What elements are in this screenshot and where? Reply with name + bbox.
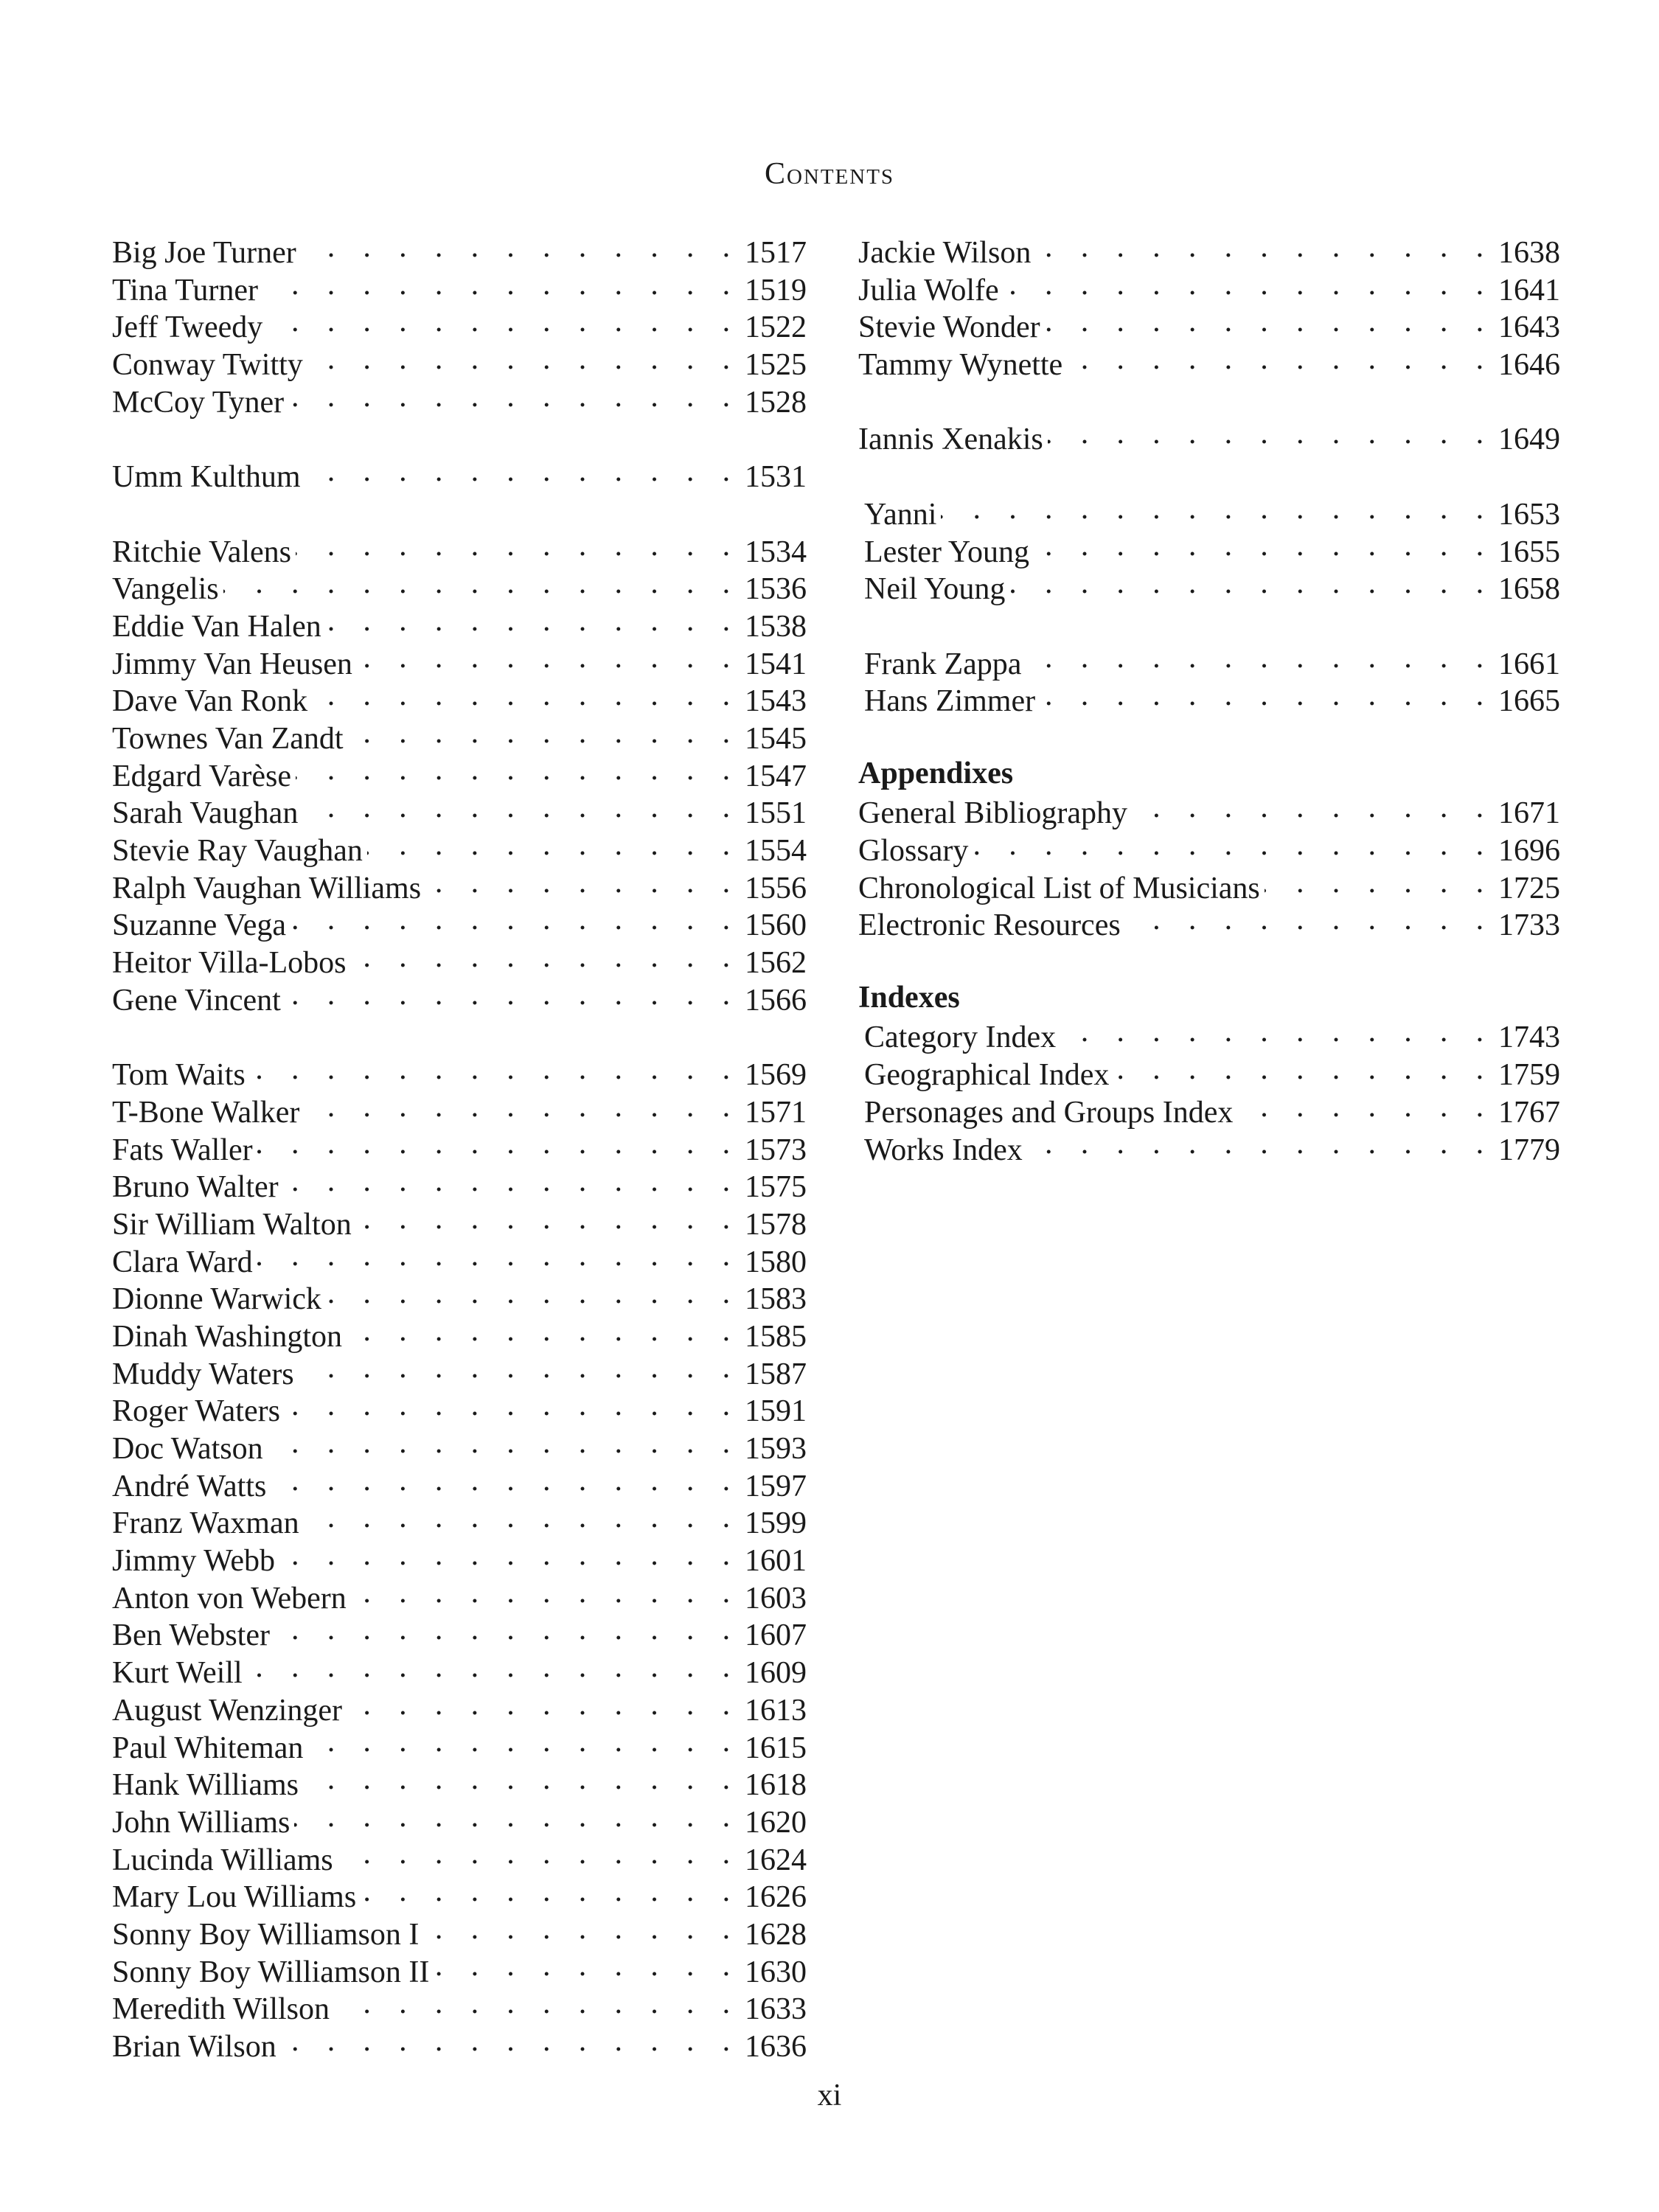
- dot-leader: [361, 1876, 740, 1907]
- toc-entry-title: Bruno Walter: [112, 1170, 279, 1205]
- toc-entry-title: Sir William Walton: [112, 1207, 352, 1242]
- toc-entry[interactable]: [858, 1016, 1560, 1054]
- dot-leader: [302, 792, 740, 823]
- toc-entry[interactable]: [112, 792, 807, 830]
- toc-entry-title: André Watts: [112, 1469, 267, 1503]
- toc-entry-title: August Wenzinger: [112, 1693, 342, 1728]
- toc-entry-page: 1547: [745, 759, 807, 793]
- spacer: [112, 493, 807, 531]
- toc-entry-title: Roger Waters: [112, 1394, 280, 1429]
- dot-leader: [307, 1727, 740, 1758]
- toc-entry-title: Ritchie Valens: [112, 535, 292, 569]
- dot-leader: [294, 1801, 740, 1832]
- toc-entry-page: 1571: [745, 1095, 807, 1130]
- toc-entry[interactable]: [858, 306, 1560, 344]
- dot-leader: [1048, 418, 1494, 449]
- toc-entry-title: Tammy Wynette: [858, 348, 1063, 383]
- toc-entry[interactable]: [858, 418, 1560, 456]
- toc-entry-title: Stevie Ray Vaughan: [112, 834, 363, 868]
- toc-entry[interactable]: [112, 381, 807, 419]
- spacer: [858, 381, 1560, 419]
- dot-leader: [1060, 1016, 1494, 1047]
- dot-leader: [347, 1689, 740, 1720]
- appendixes-heading: Appendixes: [858, 756, 1014, 790]
- toc-entry-title: Heitor Villa-Lobos: [112, 946, 347, 981]
- dot-leader: [1026, 643, 1494, 674]
- toc-entry-title: Works Index: [864, 1133, 1023, 1167]
- toc-entry[interactable]: [112, 1241, 807, 1279]
- toc-entry-page: 1733: [1498, 908, 1560, 943]
- toc-entry-page: 1556: [745, 871, 807, 905]
- toc-entry[interactable]: [112, 1166, 807, 1203]
- dot-leader: [423, 1913, 740, 1944]
- page-number: xi: [817, 2079, 842, 2112]
- toc-entry-page: 1655: [1498, 535, 1560, 569]
- toc-entry-page: 1779: [1498, 1133, 1560, 1167]
- toc-entry-page: 1578: [745, 1207, 807, 1242]
- toc-entry-page: 1609: [745, 1656, 807, 1691]
- dot-leader: [305, 456, 740, 487]
- dot-leader: [357, 643, 740, 674]
- toc-entry-title: Jimmy Webb: [112, 1544, 276, 1579]
- toc-entry-page: 1643: [1498, 310, 1560, 345]
- toc-entry[interactable]: [112, 269, 807, 307]
- toc-entry[interactable]: [112, 755, 807, 793]
- toc-entry-title: Sonny Boy Williamson I: [112, 1917, 420, 1952]
- toc-entry-title: General Bibliography: [858, 796, 1128, 831]
- dot-leader: [1034, 531, 1494, 562]
- toc-entry-page: 1649: [1498, 422, 1560, 457]
- toc-entry[interactable]: [112, 1054, 807, 1091]
- toc-entry-page: 1522: [745, 310, 807, 345]
- toc-entry-title: Brian Wilson: [112, 2030, 276, 2064]
- appendixes-list: [858, 792, 1560, 942]
- toc-entry-title: Jimmy Van Heusen: [112, 647, 352, 681]
- toc-entry-page: 1580: [745, 1245, 807, 1279]
- dot-leader: [271, 1465, 740, 1496]
- dot-leader: [304, 1091, 740, 1122]
- toc-entry[interactable]: [858, 643, 1560, 681]
- spacer: [858, 456, 1560, 493]
- dot-leader: [303, 1764, 740, 1795]
- dot-leader: [941, 493, 1494, 524]
- dot-leader: [291, 904, 740, 935]
- toc-entry-page: 1671: [1498, 796, 1560, 831]
- dot-leader: [338, 1839, 740, 1870]
- spacer: [858, 605, 1560, 643]
- dot-leader: [296, 755, 740, 786]
- toc-entry-title: Ralph Vaughan Williams: [112, 871, 422, 905]
- toc-entry-page: 1613: [745, 1693, 807, 1728]
- toc-entry-title: Stevie Wonder: [858, 310, 1040, 345]
- dot-leader: [279, 1540, 740, 1571]
- toc-entry[interactable]: [112, 1353, 807, 1391]
- dot-leader: [425, 867, 740, 898]
- toc-entry[interactable]: [858, 1091, 1560, 1129]
- toc-entry-page: 1653: [1498, 497, 1560, 532]
- toc-entry-title: Gene Vincent: [112, 983, 281, 1018]
- toc-entry[interactable]: [112, 1315, 807, 1353]
- dot-leader: [268, 1427, 740, 1458]
- toc-entry[interactable]: [112, 979, 807, 1017]
- toc-entry-page: 1538: [745, 609, 807, 644]
- toc-entry[interactable]: [112, 531, 807, 568]
- toc-entry-title: McCoy Tyner: [112, 385, 285, 420]
- dot-leader: [434, 1951, 740, 1982]
- toc-entry-title: Lucinda Williams: [112, 1843, 333, 1877]
- toc-entry-title: Anton von Webern: [112, 1581, 347, 1615]
- toc-entry[interactable]: [112, 1801, 807, 1839]
- dot-leader: [1113, 1054, 1494, 1085]
- indexes-list: [858, 1016, 1560, 1166]
- dot-leader: [1265, 867, 1494, 898]
- toc-entry-page: 1534: [745, 535, 807, 569]
- toc-left-column: [112, 232, 807, 2063]
- toc-entry[interactable]: [112, 1652, 807, 1689]
- dot-leader: [274, 1614, 740, 1645]
- toc-entry-title: Conway Twitty: [112, 348, 303, 383]
- dot-leader: [257, 1241, 740, 1272]
- toc-entry-page: 1661: [1498, 647, 1560, 681]
- toc-entry[interactable]: [112, 717, 807, 755]
- toc-entry[interactable]: [858, 867, 1560, 905]
- toc-entry-page: 1743: [1498, 1020, 1560, 1055]
- toc-entry-title: Personages and Groups Index: [864, 1095, 1234, 1130]
- toc-entry-title: Frank Zappa: [864, 647, 1022, 681]
- toc-entry-title: Sarah Vaughan: [112, 796, 299, 831]
- dot-leader: [326, 605, 740, 636]
- dot-leader: [1040, 680, 1494, 711]
- toc-entry[interactable]: [112, 1390, 807, 1427]
- toc-entry-page: 1560: [745, 908, 807, 943]
- toc-entry-title: Jackie Wilson: [858, 236, 1032, 270]
- dot-leader: [262, 269, 740, 300]
- toc-entry-title: Jeff Tweedy: [112, 310, 263, 345]
- toc-entry-title: Dinah Washington: [112, 1319, 342, 1354]
- dot-leader: [351, 1577, 740, 1608]
- toc-entry[interactable]: [112, 344, 807, 381]
- dot-leader: [247, 1652, 740, 1683]
- toc-entry[interactable]: [112, 643, 807, 681]
- toc-entry-title: Dionne Warwick: [112, 1282, 321, 1317]
- toc-entry-page: 1628: [745, 1917, 807, 1952]
- toc-entry-title: Kurt Weill: [112, 1656, 243, 1691]
- toc-entry[interactable]: [112, 1876, 807, 1913]
- dot-leader: [973, 830, 1494, 860]
- toc-entry-title: Townes Van Zandt: [112, 721, 344, 756]
- toc-entry-page: 1587: [745, 1357, 807, 1391]
- toc-entry[interactable]: [112, 1540, 807, 1577]
- toc-entry[interactable]: [112, 1577, 807, 1615]
- toc-entry-page: 1569: [745, 1058, 807, 1093]
- dot-leader: [347, 1315, 740, 1346]
- toc-entry-title: Doc Watson: [112, 1432, 263, 1466]
- toc-entry-page: 1603: [745, 1581, 807, 1615]
- spacer: [112, 418, 807, 456]
- dot-leader: [356, 1203, 740, 1234]
- spacer: [858, 717, 1560, 755]
- toc-entry[interactable]: [858, 232, 1560, 269]
- dot-leader: [1132, 792, 1494, 823]
- dot-leader: [312, 680, 740, 711]
- toc-entry-page: 1593: [745, 1432, 807, 1466]
- toc-entry-page: 1725: [1498, 871, 1560, 905]
- toc-right-column: [858, 232, 1560, 1166]
- toc-entry-page: 1528: [745, 385, 807, 420]
- toc-entry-page: 1618: [745, 1768, 807, 1803]
- toc-entry-title: Lester Young: [864, 535, 1030, 569]
- toc-entry-page: 1575: [745, 1170, 807, 1205]
- toc-entry-title: Big Joe Turner: [112, 236, 296, 270]
- toc-entry-page: 1541: [745, 647, 807, 681]
- toc-entry[interactable]: [112, 1129, 807, 1166]
- toc-entry[interactable]: [858, 904, 1560, 942]
- toc-entry-title: Julia Wolfe: [858, 273, 999, 307]
- toc-entry-title: Hank Williams: [112, 1768, 299, 1803]
- toc-entry-page: 1615: [745, 1731, 807, 1765]
- toc-entry[interactable]: [112, 568, 807, 605]
- toc-entry-title: Tom Waits: [112, 1058, 246, 1093]
- dot-leader: [367, 830, 740, 860]
- toc-entry-title: Ben Webster: [112, 1618, 270, 1653]
- toc-entry-page: 1543: [745, 684, 807, 719]
- spacer: [112, 1016, 807, 1054]
- toc-entry-title: Fats Waller: [112, 1133, 253, 1167]
- toc-entry-page: 1573: [745, 1133, 807, 1167]
- dot-leader: [296, 531, 740, 562]
- dot-leader: [299, 1353, 740, 1384]
- toc-entry[interactable]: [858, 830, 1560, 867]
- toc-entry-title: Electronic Resources: [858, 908, 1121, 943]
- toc-entry-page: 1585: [745, 1319, 807, 1354]
- toc-entry[interactable]: [112, 680, 807, 717]
- toc-entry[interactable]: [112, 232, 807, 269]
- toc-entry-title: Yanni: [864, 497, 937, 532]
- toc-entry[interactable]: [112, 830, 807, 867]
- toc-entry-page: 1607: [745, 1618, 807, 1653]
- toc-entry[interactable]: [858, 269, 1560, 307]
- spacer: [858, 942, 1560, 979]
- dot-leader: [1067, 344, 1494, 375]
- toc-entry-page: 1554: [745, 834, 807, 868]
- dot-leader: [1009, 568, 1494, 599]
- toc-entry-title: Edgard Varèse: [112, 759, 291, 793]
- toc-entry-title: Chronological List of Musicians: [858, 871, 1260, 905]
- dot-leader: [281, 2025, 740, 2056]
- toc-entry[interactable]: [112, 904, 807, 942]
- toc-entry-title: Sonny Boy Williamson II: [112, 1955, 430, 1989]
- toc-entry-page: 1630: [745, 1955, 807, 1989]
- dot-leader: [307, 344, 740, 375]
- dot-leader: [1237, 1091, 1494, 1122]
- dot-leader: [257, 1129, 740, 1160]
- toc-entry[interactable]: [112, 1727, 807, 1764]
- toc-entry[interactable]: [858, 568, 1560, 605]
- dot-leader: [1027, 1129, 1494, 1160]
- toc-entry-title: Eddie Van Halen: [112, 609, 321, 644]
- toc-entry-page: 1597: [745, 1469, 807, 1503]
- dot-leader: [304, 1502, 740, 1533]
- toc-entry[interactable]: [112, 867, 807, 905]
- toc-entry-page: 1601: [745, 1544, 807, 1579]
- toc-entry[interactable]: [858, 493, 1560, 531]
- dot-leader: [288, 381, 740, 412]
- toc-entry[interactable]: [112, 1502, 807, 1540]
- toc-entry-page: 1696: [1498, 834, 1560, 868]
- toc-entry-page: 1636: [745, 2030, 807, 2064]
- dot-leader: [348, 717, 740, 748]
- dot-leader: [250, 1054, 740, 1085]
- toc-entry-page: 1665: [1498, 684, 1560, 719]
- toc-entry-title: John Williams: [112, 1805, 291, 1840]
- toc-entry-page: 1767: [1498, 1095, 1560, 1130]
- toc-entry-page: 1641: [1498, 273, 1560, 307]
- toc-entry-title: Hans Zimmer: [864, 684, 1036, 719]
- toc-entry-page: 1531: [745, 460, 807, 495]
- toc-entry-page: 1646: [1498, 348, 1560, 383]
- toc-entry[interactable]: [112, 1427, 807, 1465]
- toc-entry-page: 1658: [1498, 572, 1560, 607]
- dot-leader: [285, 1390, 740, 1421]
- toc-entry-title: Umm Kulthum: [112, 460, 301, 495]
- toc-entry-title: Mary Lou Williams: [112, 1880, 357, 1915]
- toc-entry-page: 1517: [745, 236, 807, 270]
- toc-entry[interactable]: [112, 1091, 807, 1129]
- toc-entry-title: Dave Van Ronk: [112, 684, 308, 719]
- toc-entry-page: 1525: [745, 348, 807, 383]
- toc-entry-page: 1633: [745, 1992, 807, 2027]
- toc-entry[interactable]: [858, 680, 1560, 717]
- toc-entry-title: Meredith Willson: [112, 1992, 330, 2027]
- toc-entry[interactable]: [112, 1278, 807, 1315]
- indexes-heading: Indexes: [858, 980, 960, 1015]
- toc-entry-title: Muddy Waters: [112, 1357, 294, 1391]
- toc-entry-title: Neil Young: [864, 572, 1006, 607]
- toc-entry[interactable]: [112, 1689, 807, 1727]
- dot-leader: [301, 232, 740, 262]
- toc-entry-title: T-Bone Walker: [112, 1095, 300, 1130]
- toc-entry[interactable]: [858, 344, 1560, 381]
- toc-entry-title: Suzanne Vega: [112, 908, 286, 943]
- dot-leader: [267, 306, 740, 337]
- toc-entry-title: Clara Ward: [112, 1245, 253, 1279]
- dot-leader: [1004, 269, 1494, 300]
- dot-leader: [283, 1166, 740, 1197]
- dot-leader: [1035, 232, 1494, 262]
- toc-entry-page: 1519: [745, 273, 807, 307]
- dot-leader: [1125, 904, 1494, 935]
- toc-entry[interactable]: [112, 1839, 807, 1877]
- toc-entry-page: 1620: [745, 1805, 807, 1840]
- toc-entry[interactable]: [112, 2025, 807, 2063]
- dot-leader: [350, 942, 740, 973]
- toc-entry-title: Geographical Index: [864, 1058, 1110, 1093]
- dot-leader: [285, 979, 740, 1010]
- toc-entry[interactable]: [858, 531, 1560, 568]
- toc-entry-page: 1536: [745, 572, 807, 607]
- toc-entry-page: 1599: [745, 1506, 807, 1541]
- toc-entry[interactable]: [858, 792, 1560, 830]
- dot-leader: [334, 1988, 740, 2019]
- toc-entry[interactable]: [112, 1614, 807, 1652]
- toc-entry-title: Franz Waxman: [112, 1506, 299, 1541]
- toc-entry-page: 1545: [745, 721, 807, 756]
- toc-entry-page: 1591: [745, 1394, 807, 1429]
- toc-entry[interactable]: [112, 1203, 807, 1241]
- toc-entry-page: 1551: [745, 796, 807, 831]
- toc-entry[interactable]: [112, 1465, 807, 1503]
- toc-entry-page: 1562: [745, 946, 807, 981]
- toc-entry[interactable]: [112, 1764, 807, 1801]
- toc-entry-page: 1638: [1498, 236, 1560, 270]
- toc-right-entries: [858, 232, 1560, 717]
- toc-entry-title: Category Index: [864, 1020, 1057, 1055]
- toc-entry-title: Iannis Xenakis: [858, 422, 1043, 457]
- toc-entry-page: 1626: [745, 1880, 807, 1915]
- dot-leader: [223, 568, 740, 599]
- toc-entry[interactable]: [112, 306, 807, 344]
- toc-entry[interactable]: [112, 456, 807, 493]
- dot-leader: [1045, 306, 1494, 337]
- toc-entry-title: Vangelis: [112, 572, 219, 607]
- toc-entry[interactable]: [112, 1951, 807, 1989]
- dot-leader: [326, 1278, 740, 1309]
- toc-entry[interactable]: [112, 1913, 807, 1951]
- toc-entry-title: Tina Turner: [112, 273, 259, 307]
- toc-entry-title: Paul Whiteman: [112, 1731, 304, 1765]
- page-title: Contents: [764, 157, 895, 191]
- toc-entry[interactable]: [858, 1054, 1560, 1091]
- toc-entry-page: 1624: [745, 1843, 807, 1877]
- toc-entry[interactable]: [112, 942, 807, 979]
- toc-entry-page: 1583: [745, 1282, 807, 1317]
- toc-entry[interactable]: [112, 605, 807, 643]
- toc-entry-page: 1759: [1498, 1058, 1560, 1093]
- toc-entry[interactable]: [858, 1129, 1560, 1166]
- toc-entry-title: Glossary: [858, 834, 969, 868]
- toc-entry-page: 1566: [745, 983, 807, 1018]
- toc-entry[interactable]: [112, 1988, 807, 2025]
